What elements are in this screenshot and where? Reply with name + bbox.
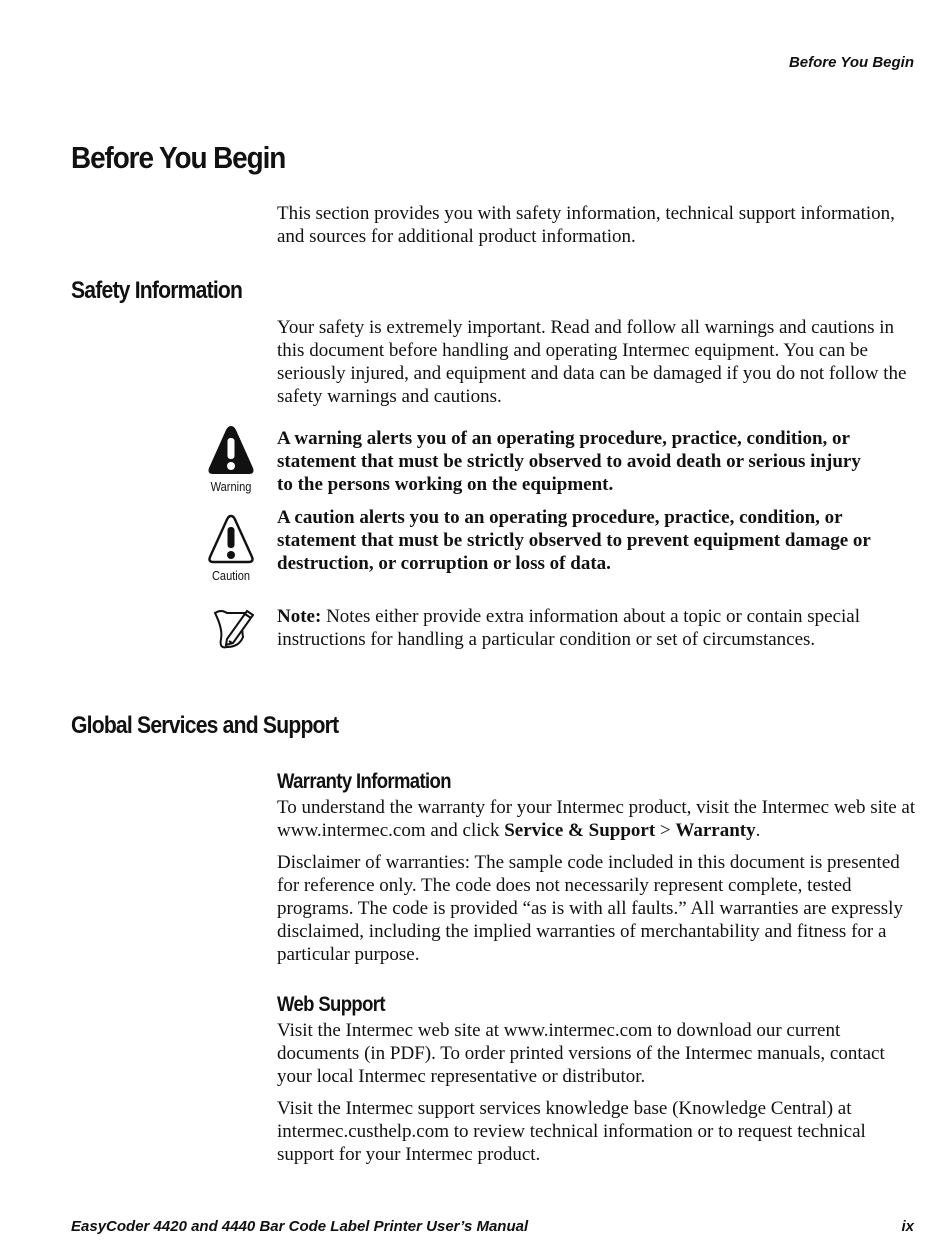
warning-icon xyxy=(206,424,256,476)
warning-icon-block xyxy=(200,424,262,494)
warranty-text-sep: > xyxy=(655,820,676,841)
web-support-paragraph: Visit the Intermec web site at www.intermec.com to download our current documents (in PDF). To order printed versions of the Intermec manuals, contact your local Intermec representative or distributor. xyxy=(277,1020,885,1087)
warranty-heading: Warranty Information xyxy=(277,770,451,793)
note-icon-block xyxy=(200,603,262,660)
warranty-text-a: To understand the warranty for your Intermec product, visit the Intermec web site at www.intermec.com and click xyxy=(277,797,916,841)
note-prefix: Note: xyxy=(277,606,322,627)
caution-icon-block xyxy=(200,513,262,583)
page-title: Before You Begin xyxy=(71,140,286,175)
safety-heading: Safety Information xyxy=(71,277,243,304)
global-services-heading: Global Services and Support xyxy=(71,712,339,739)
web-support-heading: Web Support xyxy=(277,993,385,1016)
note-pencil-icon xyxy=(205,603,257,655)
running-header: Before You Begin xyxy=(788,54,914,71)
service-support-link: Service & Support xyxy=(504,820,656,841)
note-text: Notes either provide extra information about a topic or contain special instructions for handling a particular condition or set of circumstances. xyxy=(277,606,860,650)
knowledge-base-paragraph: Visit the Intermec support services knowledge base (Knowledge Central) at intermec.custhelp.com to review technical information or to request technical support for your Intermec product. xyxy=(277,1098,866,1165)
caution-icon xyxy=(206,513,256,565)
caution-text: A caution alerts you to an operating procedure, practice, condition, or statement that must be strictly observed to prevent equipment damage or destruction, or corruption or loss of data. xyxy=(277,507,871,574)
safety-paragraph: Your safety is extremely important. Read and follow all warnings and cautions in this document before handling and operating Intermec equipment. You can be seriously injured, and equipment and data can be damaged if you do not follow the safety warnings and cautions. xyxy=(277,317,907,407)
warranty-text-end: . xyxy=(755,820,761,841)
note-paragraph xyxy=(277,605,877,651)
warranty-paragraph xyxy=(277,796,917,842)
disclaimer-paragraph: Disclaimer of warranties: The sample code included in this document is presented for reference only. The code does not necessarily represent complete, tested programs. The code is provided “as is with all faults.” All warranties are expressly disclaimed, including the implied warranties of merchantability and fitness for a particular purpose. xyxy=(277,852,903,965)
warning-text: A warning alerts you of an operating procedure, practice, condition, or statement that must be strictly observed to avoid death or serious injury to the persons working on the equipment. xyxy=(277,428,861,495)
footer-page-number: ix xyxy=(901,1218,914,1235)
intro-paragraph: This section provides you with safety information, technical support information, and sources for additional product information. xyxy=(277,203,895,247)
warranty-link: Warranty xyxy=(675,820,756,841)
caution-label: Caution xyxy=(211,568,251,583)
footer-manual-title: EasyCoder 4420 and 4440 Bar Code Label Printer User’s Manual xyxy=(71,1218,529,1235)
warning-label: Warning xyxy=(210,479,252,494)
